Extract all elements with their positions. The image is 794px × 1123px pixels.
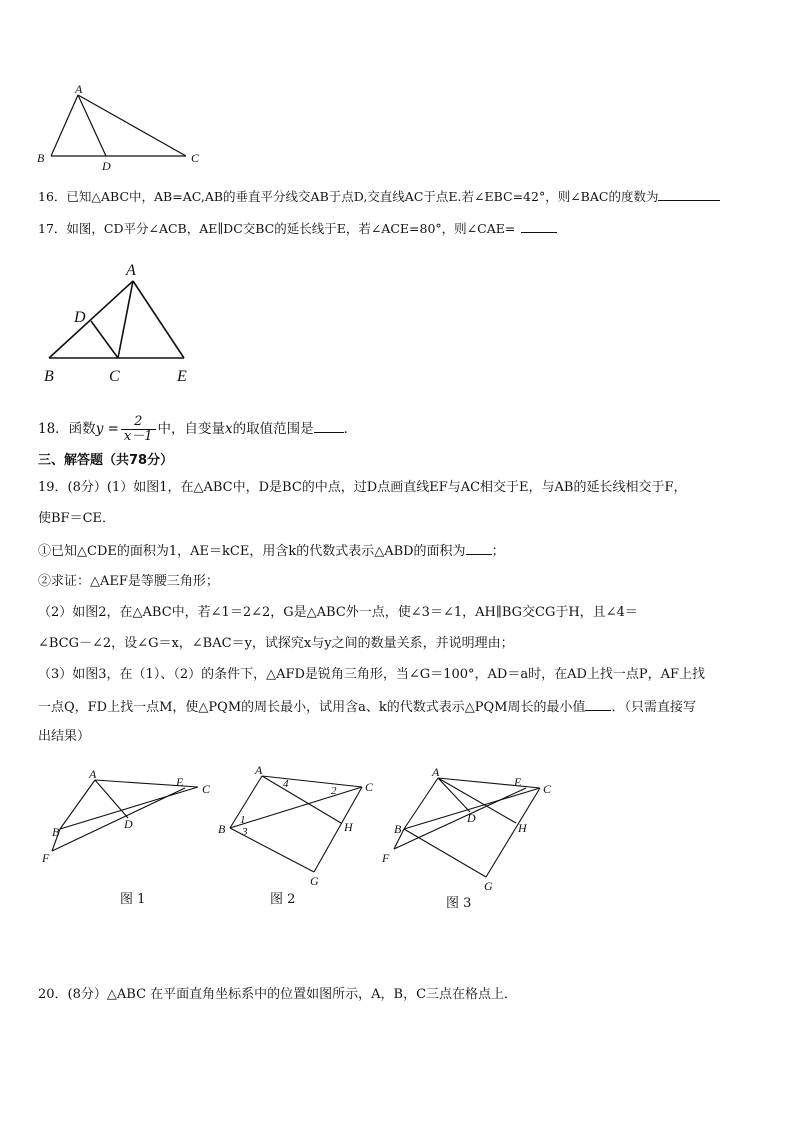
label-B: B	[218, 822, 226, 836]
label-C: C	[109, 368, 120, 385]
label-E: E	[176, 775, 184, 789]
label-D: D	[102, 159, 111, 173]
answer-blank-17[interactable]	[521, 218, 557, 233]
angle-1: 1	[240, 814, 246, 826]
label-D: D	[467, 811, 476, 825]
label-A: A	[432, 765, 440, 779]
label-C: C	[365, 780, 374, 794]
question-19-line-3	[38, 540, 505, 562]
function-fraction	[121, 415, 156, 444]
label-D: D	[124, 817, 133, 831]
question-17-text: 17．如图，CD平分∠ACB，AE∥DC交BC的延长线于E，若∠ACE=80°，则∠CAE=	[38, 221, 516, 236]
question-16	[38, 186, 720, 207]
function-y-eq: y =	[95, 421, 119, 437]
answer-blank-19-3[interactable]	[585, 696, 611, 711]
question-17	[38, 218, 557, 239]
label-E: E	[177, 368, 187, 385]
label-A: A	[255, 763, 263, 777]
question-18-suffix-a: 中，自变量	[157, 421, 226, 437]
label-G: G	[310, 874, 319, 888]
figure-3-caption: 图 3	[446, 896, 472, 911]
fraction-denominator: x－1	[123, 429, 153, 444]
label-C: C	[191, 151, 200, 165]
answer-blank-16[interactable]	[658, 186, 720, 201]
label-A: A	[126, 262, 136, 279]
angle-3: 3	[242, 826, 248, 838]
question-19-line-9: 出结果）	[38, 729, 91, 744]
label-B: B	[44, 368, 54, 385]
question-18-suffix-b: 的取值范围是	[232, 421, 314, 437]
question-19-line-6: ∠BCG－∠2，设∠G＝x，∠BAC＝y，试探究x与y之间的数量关系，并说明理由；	[38, 636, 514, 651]
variable-x: x	[225, 421, 233, 437]
question-19-line-2: 使BF＝CE．	[38, 511, 116, 526]
question-19-part3-end: ．（只需直接写	[611, 700, 696, 715]
figure-2-caption: 图 2	[270, 892, 296, 907]
question-19-part1-end: ；	[491, 544, 505, 559]
question-20: 20．(8分）△ABC 在平面直角坐标系中的位置如图所示，A，B，C三点在格点上．	[38, 987, 518, 1002]
question-19-line-5: （2）如图2，在△ABC中，若∠1＝2∠2，G是△ABC外一点，使∠3＝∠1，AH∥BG交CG于H，且∠4＝	[38, 605, 638, 620]
question-19-part1-text: ①已知△CDE的面积为1，AE＝kCE，用含k的代数式表示△ABD的面积为	[38, 544, 466, 559]
label-F: F	[382, 851, 390, 865]
fraction-numerator: 2	[121, 415, 156, 430]
label-A: A	[89, 767, 97, 781]
label-E: E	[514, 775, 522, 789]
angle-4: 4	[283, 778, 289, 790]
label-A: A	[75, 82, 83, 96]
section-heading: 三、解答题（共78分）	[38, 453, 174, 468]
figure-1-caption: 图 1	[120, 892, 146, 907]
question-19-line-7: （3）如图3，在（1）、（2）的条件下，△AFD是锐角三角形，当∠G＝100°，AD＝a时，在AD上找一点P，AF上找	[38, 667, 706, 682]
label-B: B	[394, 822, 402, 836]
question-18-prefix: 18．函数	[38, 421, 96, 437]
answer-blank-19-1[interactable]	[466, 540, 492, 555]
answer-blank-18[interactable]	[314, 418, 344, 433]
question-19-line-4: ②求证：△AEF是等腰三角形；	[38, 574, 219, 589]
label-B: B	[52, 825, 60, 839]
question-18	[38, 410, 357, 448]
label-C: C	[543, 782, 552, 796]
angle-2: 2	[331, 785, 337, 797]
label-D: D	[74, 309, 86, 326]
question-19-line-1: 19．(8分）(1）如图1，在△ABC中，D是BC的中点，过D点画直线EF与AC相交于E，与AB的延长线相交于F，	[38, 480, 687, 495]
label-H: H	[518, 821, 527, 835]
label-H: H	[344, 820, 353, 834]
label-F: F	[42, 851, 50, 865]
label-G: G	[484, 879, 493, 893]
label-C: C	[202, 782, 211, 796]
question-19-line-8	[38, 696, 696, 718]
question-19-part3-text: 一点Q，FD上找一点M，使△PQM的周长最小，试用含a、k的代数式表示△PQM周长的最小值	[38, 700, 586, 715]
question-18-end: ．	[343, 421, 358, 437]
label-B: B	[37, 151, 45, 165]
question-16-text: 16．已知△ABC中，AB=AC,AB的垂直平分线交AB于点D,交直线AC于点E.若∠EBC=42°，则∠BAC的度数为	[38, 189, 659, 204]
